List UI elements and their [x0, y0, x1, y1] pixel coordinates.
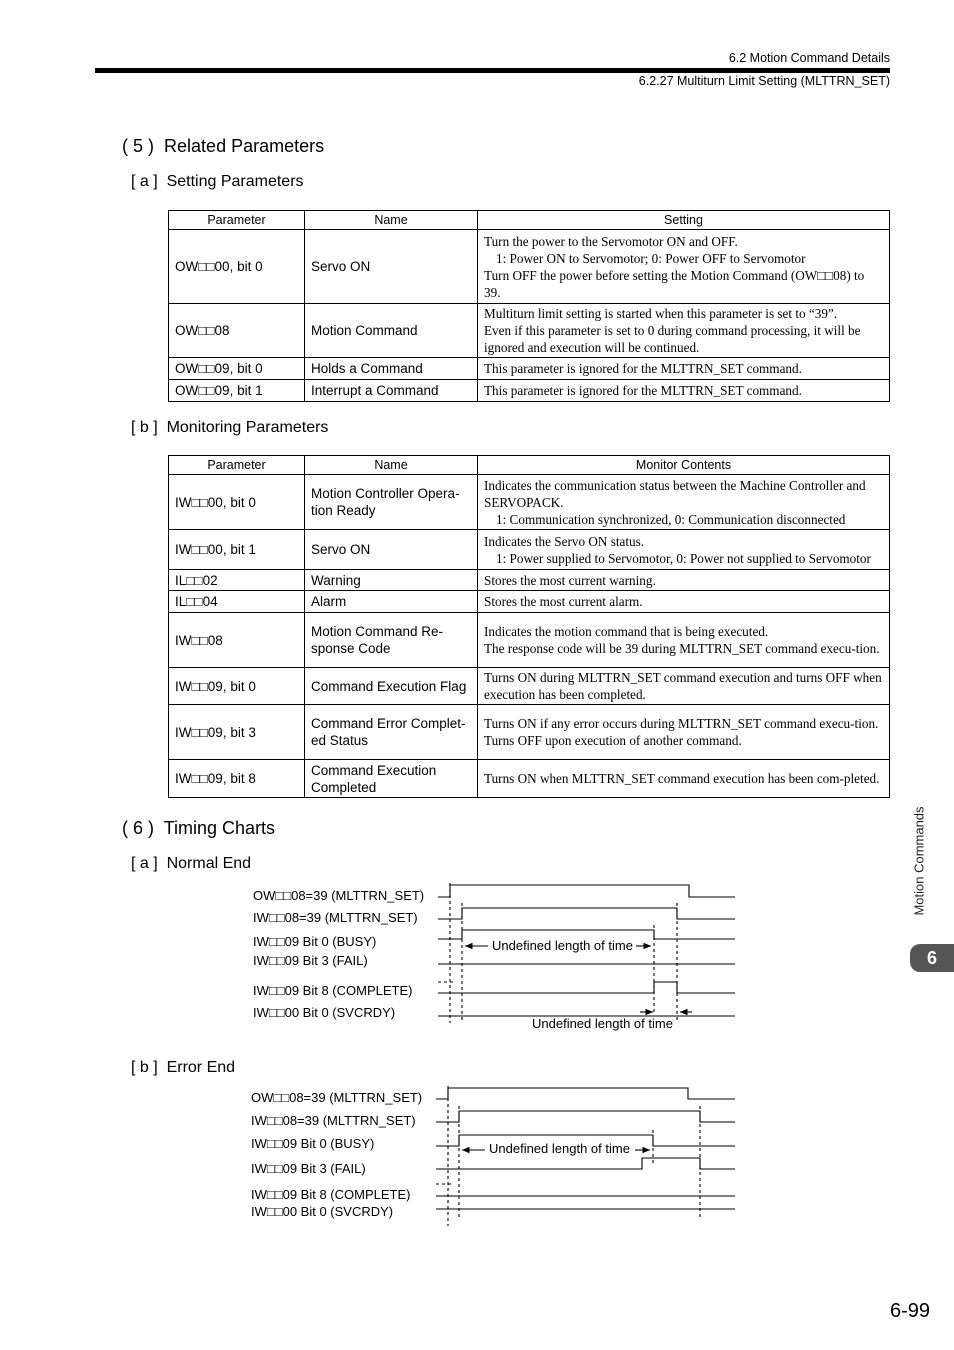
signal-label: IW□□09 Bit 8 (COMPLETE): [253, 983, 413, 998]
name-cell: Holds a Command: [305, 358, 478, 380]
signal-label: IW□□09 Bit 0 (BUSY): [251, 1136, 375, 1151]
duration-label: Undefined length of time: [489, 1141, 630, 1156]
table-row: [169, 705, 890, 760]
normal-end-title: Normal End: [166, 855, 252, 872]
error-end-title: Error End: [166, 1059, 236, 1076]
table-row: [169, 760, 890, 798]
table-row: [169, 530, 890, 570]
col-header: Setting: [478, 211, 890, 230]
cell-line: Turns ON if any error occurs during MLTTRN_SET command execu-tion.: [484, 716, 879, 731]
name-cell: Motion Controller Opera-tion Ready: [305, 475, 478, 530]
normal-end-heading: [131, 855, 251, 873]
contents-cell: Stores the most current warning.: [478, 570, 890, 591]
param-cell: OW□□09, bit 1: [169, 380, 305, 402]
cell-line: Indicates the motion command that is being executed.: [484, 624, 769, 639]
cell-line: The response code will be 39 during MLTTRN_SET command execu-tion.: [484, 641, 880, 656]
cell-line: Multiturn limit setting is started when this parameter is set to “39”.: [484, 306, 838, 321]
section-5-title: Related Parameters: [164, 136, 325, 156]
cell-line: 1: Power supplied to Servomotor, 0: Power not supplied to Servomotor: [496, 550, 871, 566]
table-header-row: [169, 456, 890, 475]
page-number: 6-99: [889, 1300, 930, 1322]
monitoring-parameters-table: [168, 455, 890, 798]
param-cell: IL□□02: [169, 570, 305, 591]
signal-iw08-waveform: [438, 908, 735, 919]
cell-line: Indicates the Servo ON status.: [484, 533, 645, 549]
table-row: [169, 475, 890, 530]
col-header: Parameter: [169, 211, 305, 230]
signal-label: IW□□00 Bit 0 (SVCRDY): [251, 1204, 394, 1219]
signal-ow08-waveform: [438, 885, 735, 897]
signal-label: IW□□08=39 (MLTTRN_SET): [253, 910, 418, 925]
param-cell: IW□□09, bit 3: [169, 705, 305, 760]
signal-fail-waveform: [436, 1158, 735, 1169]
setting-number: [ a ]: [131, 173, 158, 190]
monitoring-parameters-heading: [131, 419, 328, 437]
contents-cell: Turns ON during MLTTRN_SET command execution and turns OFF when execution has been completed.: [478, 668, 890, 705]
cell-line: 1: Communication synchronized, 0: Communication disconnected: [496, 511, 846, 527]
cell-line: Even if this parameter is set to 0 during command processing, it will be ignored and execution will be continued.: [484, 323, 861, 355]
cell-line: Indicates the communication status between the Machine Controller and SERVOPACK.: [484, 477, 866, 510]
error-end-number: [ b ]: [131, 1059, 158, 1076]
contents-cell: [478, 530, 890, 570]
contents-cell: [478, 475, 890, 530]
setting-title: Setting Parameters: [166, 173, 304, 190]
contents-cell: [478, 705, 890, 760]
section-6-number: ( 6 ): [122, 818, 155, 838]
signal-label: IW□□00 Bit 0 (SVCRDY): [253, 1005, 396, 1020]
param-cell: IW□□00, bit 1: [169, 530, 305, 570]
contents-cell: Stores the most current alarm.: [478, 591, 890, 613]
side-chapter-label: [910, 800, 928, 922]
normal-end-timing-chart: [240, 875, 740, 1035]
setting-cell: [478, 304, 890, 358]
cell-line: Turns OFF upon execution of another command.: [484, 733, 742, 748]
cell-line: 1: Power ON to Servomotor; 0: Power OFF to Servomotor: [496, 250, 806, 266]
table-header-row: [169, 211, 890, 230]
name-cell: Interrupt a Command: [305, 380, 478, 402]
duration-label: Undefined length of time: [532, 1016, 673, 1031]
signal-label: OW□□08=39 (MLTTRN_SET): [253, 888, 425, 903]
name-cell: Motion Command Re-sponse Code: [305, 613, 478, 668]
signal-label: IW□□09 Bit 0 (BUSY): [253, 934, 377, 949]
name-cell: Command Error Complet-ed Status: [305, 705, 478, 760]
contents-cell: Turns ON when MLTTRN_SET command execution has been com-pleted.: [478, 760, 890, 798]
error-end-timing-chart: [240, 1078, 740, 1228]
name-cell: Command Execution Completed: [305, 760, 478, 798]
param-cell: IL□□04: [169, 591, 305, 613]
col-header: Parameter: [169, 456, 305, 475]
param-cell: IW□□00, bit 0: [169, 475, 305, 530]
signal-label: IW□□08=39 (MLTTRN_SET): [251, 1113, 416, 1128]
chapter-tab: 6: [910, 944, 954, 972]
error-end-heading: [131, 1059, 235, 1077]
param-cell: OW□□08: [169, 304, 305, 358]
param-cell: OW□□00, bit 0: [169, 230, 305, 304]
table-row: [169, 304, 890, 358]
section-6-title: Timing Charts: [163, 818, 276, 838]
side-label-text: Motion Commands: [911, 806, 927, 916]
monitor-title: Monitoring Parameters: [166, 419, 329, 436]
col-header: Name: [305, 211, 478, 230]
table-row: [169, 570, 890, 591]
normal-end-number: [ a ]: [131, 855, 158, 872]
setting-parameters-heading: [131, 173, 304, 191]
header-subsection: 6.2.27 Multiturn Limit Setting (MLTTRN_SET): [638, 74, 890, 88]
contents-cell: [478, 613, 890, 668]
name-cell: Motion Command: [305, 304, 478, 358]
table-row: [169, 358, 890, 380]
setting-cell: This parameter is ignored for the MLTTRN_SET command.: [478, 358, 890, 380]
col-header: Name: [305, 456, 478, 475]
signal-label: IW□□09 Bit 8 (COMPLETE): [251, 1187, 411, 1202]
header-section: 6.2 Motion Command Details: [728, 51, 890, 65]
name-cell: Alarm: [305, 591, 478, 613]
signal-complete-waveform: [438, 982, 735, 993]
setting-cell: [478, 230, 890, 304]
param-cell: IW□□08: [169, 613, 305, 668]
section-6-heading: [122, 818, 275, 839]
table-row: [169, 668, 890, 705]
header-rule: [95, 68, 890, 73]
param-cell: IW□□09, bit 8: [169, 760, 305, 798]
signal-label: OW□□08=39 (MLTTRN_SET): [251, 1090, 423, 1105]
section-5-number: ( 5 ): [122, 136, 155, 156]
table-row: [169, 380, 890, 402]
signal-label: IW□□09 Bit 3 (FAIL): [253, 953, 368, 968]
name-cell: Servo ON: [305, 530, 478, 570]
param-cell: OW□□09, bit 0: [169, 358, 305, 380]
cell-line: Turn OFF the power before setting the Motion Command (OW□□08) to 39.: [484, 267, 865, 300]
duration-label: Undefined length of time: [492, 938, 633, 953]
cell-line: Turn the power to the Servomotor ON and OFF.: [484, 233, 738, 249]
table-row: [169, 591, 890, 613]
signal-ow08-waveform: [436, 1088, 735, 1099]
section-5-heading: [122, 136, 324, 157]
setting-cell: This parameter is ignored for the MLTTRN_SET command.: [478, 380, 890, 402]
param-cell: IW□□09, bit 0: [169, 668, 305, 705]
monitor-number: [ b ]: [131, 419, 158, 436]
col-header: Monitor Contents: [478, 456, 890, 475]
table-row: [169, 613, 890, 668]
name-cell: Command Execution Flag: [305, 668, 478, 705]
setting-parameters-table: [168, 210, 890, 402]
signal-label: IW□□09 Bit 3 (FAIL): [251, 1161, 366, 1176]
signal-iw08-waveform: [436, 1111, 735, 1122]
table-row: [169, 230, 890, 304]
name-cell: Servo ON: [305, 230, 478, 304]
name-cell: Warning: [305, 570, 478, 591]
